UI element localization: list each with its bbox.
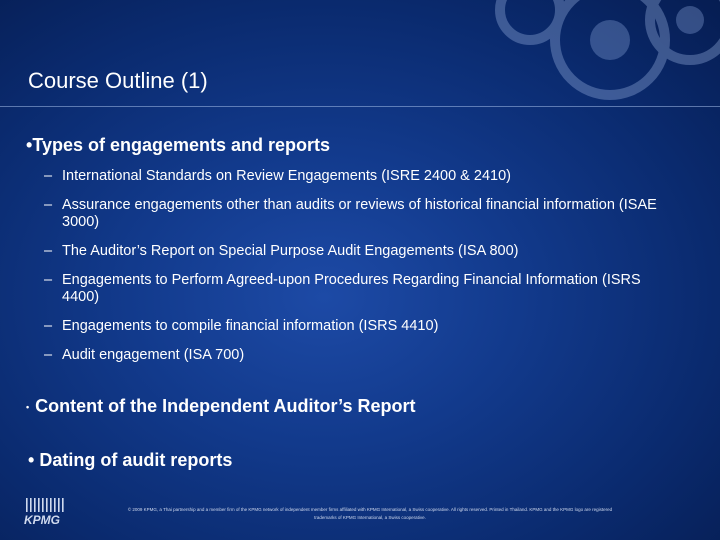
- outline-content: [26, 134, 676, 364]
- list-item: [26, 168, 676, 185]
- dash-marker: –: [44, 347, 53, 363]
- list-item: [26, 272, 676, 306]
- bullet-marker: •: [26, 135, 33, 155]
- list-item-text: International Standards on Review Engagements (ISRE 2400 & 2410): [62, 168, 511, 184]
- list-item: [26, 243, 676, 260]
- list-item: [26, 318, 676, 335]
- bullet-marker: •: [28, 450, 35, 470]
- bullet-dating-of-reports: [28, 450, 232, 471]
- list-item: [26, 347, 676, 364]
- footer-copyright: © 2009 KPMG, a Thai partnership and a member firm of the KPMG network of independent member firms affiliated with KPMG International, a Swiss cooperative. All rights reserved. Printed in Thailand. KPMG and the KPMG logo are registered trademarks of KPMG International, a Swiss cooperative.: [127, 507, 613, 520]
- dash-marker: –: [44, 272, 53, 288]
- bullet-text: Content of the Independent Auditor’s Report: [35, 396, 416, 416]
- list-item-text: Engagements to Perform Agreed-upon Procedures Regarding Financial Information (ISRS 4400): [62, 272, 641, 305]
- list-item-text: Assurance engagements other than audits or reviews of historical financial information (ISAE 3000): [62, 197, 657, 230]
- slide-title: Course Outline (1): [28, 68, 208, 93]
- list-item-text: Engagements to compile financial information (ISRS 4410): [62, 318, 439, 334]
- bullet-marker: •: [26, 402, 30, 413]
- dash-marker: –: [44, 243, 53, 259]
- bullet-text: Dating of audit reports: [39, 450, 233, 470]
- dash-marker: –: [44, 318, 53, 334]
- engagement-list: [26, 168, 676, 364]
- bullet-types-of-engagements: [26, 134, 676, 156]
- list-item-text: The Auditor’s Report on Special Purpose Audit Engagements (ISA 800): [62, 243, 519, 259]
- dash-marker: –: [44, 168, 53, 184]
- list-item: [26, 197, 676, 231]
- kpmg-logo-text: KPMG: [24, 513, 60, 527]
- bullet-text: Types of engagements and reports: [32, 135, 331, 155]
- list-item-text: Audit engagement (ISA 700): [62, 347, 245, 363]
- bullet-content-of-report: [26, 396, 415, 417]
- dash-marker: –: [44, 197, 53, 213]
- kpmg-logo: [22, 498, 82, 528]
